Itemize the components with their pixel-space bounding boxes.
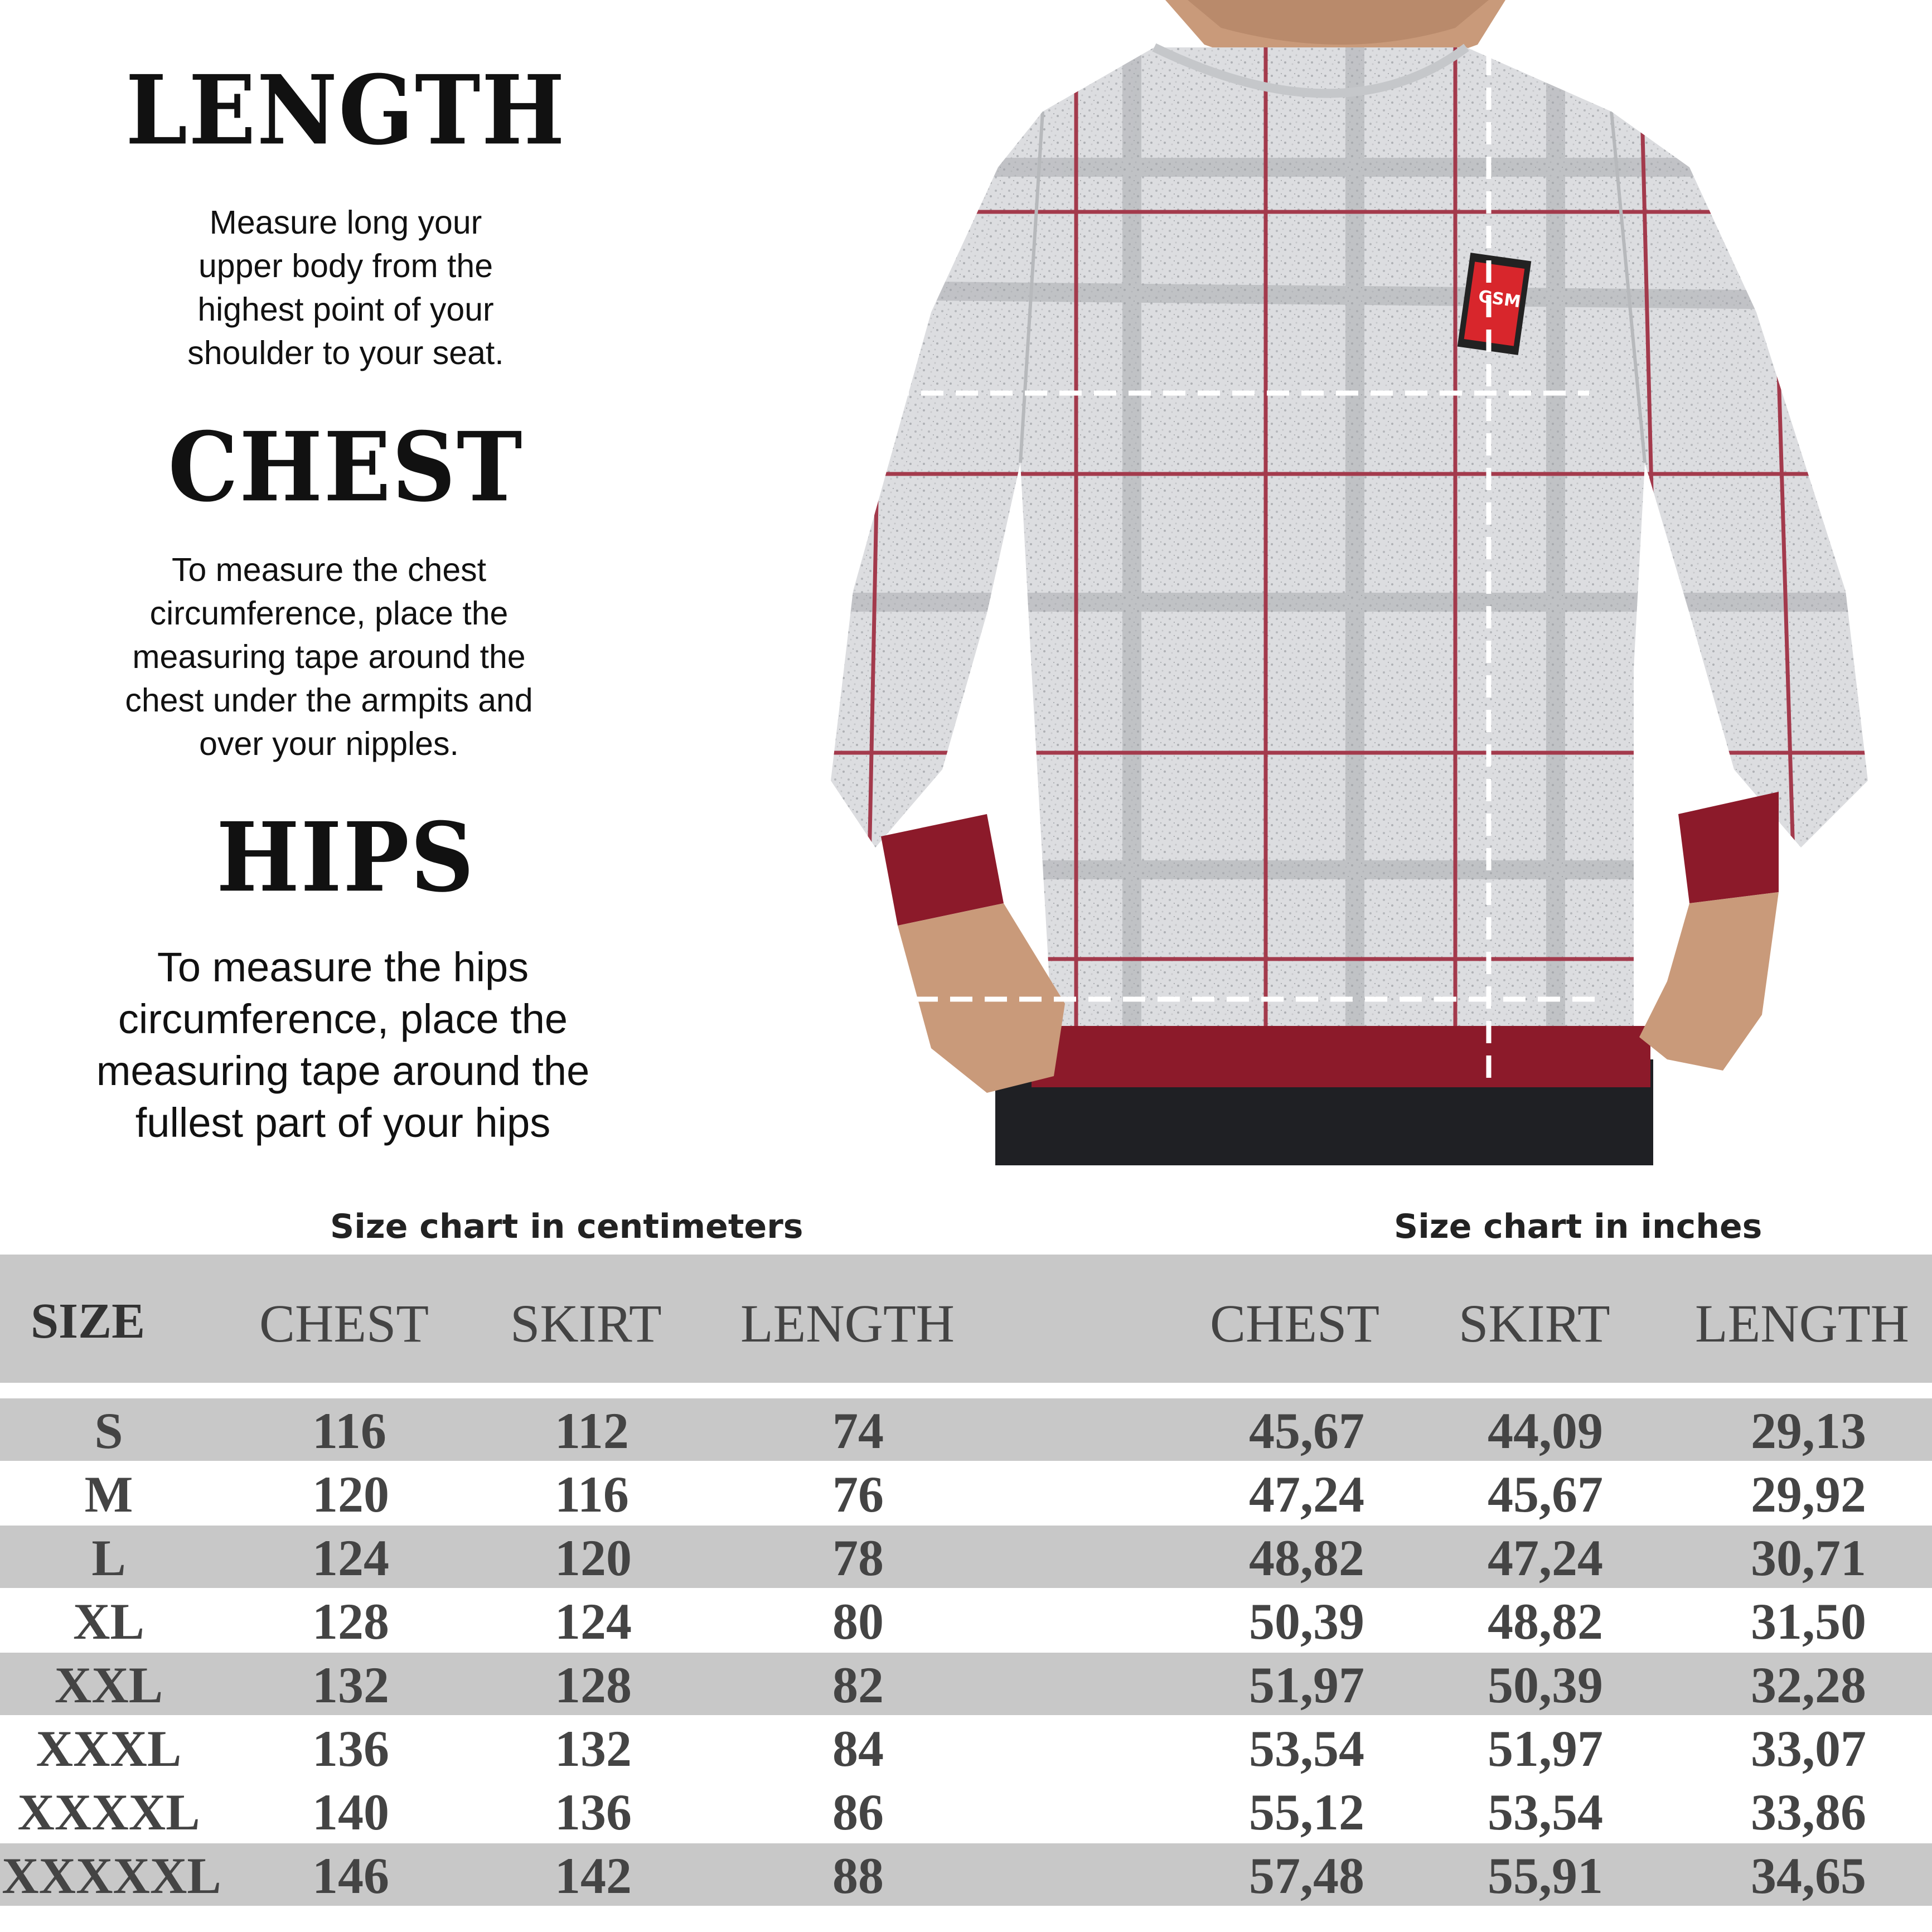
in-length-cell: 32,28 [1751, 1657, 1866, 1713]
cm-chest-cell: 116 [312, 1402, 386, 1459]
cm-length-cell: 74 [832, 1402, 884, 1459]
length-heading: LENGTH [125, 55, 566, 167]
in-length-cell: 34,65 [1751, 1847, 1866, 1904]
in-skirt-cell: 53,54 [1488, 1784, 1603, 1841]
in-chest-cell: 50,39 [1249, 1593, 1364, 1650]
table-row [0, 1843, 1932, 1906]
in-skirt-cell: 55,91 [1488, 1847, 1603, 1904]
table-row [0, 1653, 1932, 1715]
cm-chest-cell: 146 [312, 1847, 389, 1904]
cm-chest-cell: 136 [312, 1720, 389, 1777]
caption-centimeters: Size chart in centimeters [330, 1207, 803, 1246]
cm-chest-cell: 140 [312, 1784, 389, 1841]
header-in-chest: CHEST [1210, 1294, 1380, 1353]
cm-length-cell: 86 [832, 1784, 884, 1841]
cm-chest-cell: 120 [312, 1466, 389, 1523]
brand-logo [1458, 253, 1532, 355]
chest-heading: CHEST [168, 411, 524, 524]
in-length-cell: 31,50 [1751, 1593, 1866, 1650]
header-cm-skirt: SKIRT [510, 1294, 662, 1353]
in-skirt-cell: 47,24 [1488, 1529, 1603, 1586]
size-cell: XXXXXL [2, 1847, 221, 1904]
header-size: SIZE [31, 1294, 146, 1349]
hips-heading: HIPS [216, 802, 476, 914]
cm-skirt-cell: 116 [555, 1466, 629, 1523]
in-skirt-cell: 51,97 [1488, 1720, 1603, 1777]
cm-length-cell: 80 [832, 1593, 884, 1650]
in-length-cell: 29,13 [1751, 1402, 1866, 1459]
in-skirt-cell: 45,67 [1488, 1466, 1603, 1523]
size-cell: XL [73, 1593, 144, 1650]
header-in-skirt: SKIRT [1459, 1294, 1610, 1353]
table-row [0, 1716, 1932, 1779]
cm-length-cell: 78 [832, 1529, 884, 1586]
in-length-cell: 33,07 [1751, 1720, 1866, 1777]
cm-skirt-cell: 142 [555, 1847, 632, 1904]
cm-length-cell: 82 [832, 1657, 884, 1713]
length-description: Measure long your upper body from the highest point of your shoulder to your seat. [187, 204, 504, 371]
hips-description: To measure the hips circumference, place the measuring tape around the fullest part of your hips [96, 944, 590, 1146]
cm-skirt-cell: 124 [555, 1593, 632, 1650]
cm-chest-cell: 124 [312, 1529, 389, 1586]
cm-chest-cell: 132 [312, 1657, 389, 1713]
in-chest-cell: 55,12 [1249, 1784, 1364, 1841]
cm-length-cell: 76 [832, 1466, 884, 1523]
size-cell: L [91, 1529, 126, 1586]
in-skirt-cell: 48,82 [1488, 1593, 1603, 1650]
in-length-cell: 29,92 [1751, 1466, 1866, 1523]
in-chest-cell: 47,24 [1249, 1466, 1364, 1523]
chest-description: To measure the chest circumference, place the measuring tape around the chest under the armpits and over your nipples. [125, 551, 533, 762]
in-skirt-cell: 44,09 [1488, 1402, 1603, 1459]
caption-inches: Size chart in inches [1394, 1207, 1762, 1246]
size-cell: S [94, 1402, 123, 1459]
size-cell: XXXL [36, 1720, 182, 1777]
cm-skirt-cell: 136 [555, 1784, 632, 1841]
logo-text: GSM [1477, 287, 1522, 312]
in-chest-cell: 51,97 [1249, 1657, 1364, 1713]
cm-chest-cell: 128 [312, 1593, 389, 1650]
in-length-cell: 30,71 [1751, 1529, 1866, 1586]
cm-skirt-cell: 120 [555, 1529, 632, 1586]
header-in-length: LENGTH [1695, 1294, 1909, 1353]
size-cell: XXL [54, 1657, 163, 1713]
cm-skirt-cell: 112 [555, 1402, 629, 1459]
cm-length-cell: 88 [832, 1847, 884, 1904]
header-cm-chest: CHEST [259, 1294, 429, 1353]
size-cell: M [84, 1466, 133, 1523]
in-skirt-cell: 50,39 [1488, 1657, 1603, 1713]
in-chest-cell: 45,67 [1249, 1402, 1364, 1459]
table-row [0, 1398, 1932, 1461]
table-row [0, 1780, 1932, 1842]
cm-length-cell: 84 [832, 1720, 884, 1777]
in-chest-cell: 57,48 [1249, 1847, 1364, 1904]
in-chest-cell: 53,54 [1249, 1720, 1364, 1777]
cm-skirt-cell: 132 [555, 1720, 632, 1777]
sweatshirt-photo [820, 0, 1907, 1165]
cm-skirt-cell: 128 [555, 1657, 632, 1713]
table-row [0, 1462, 1932, 1524]
in-chest-cell: 48,82 [1249, 1529, 1364, 1586]
header-cm-length: LENGTH [740, 1294, 955, 1353]
in-length-cell: 33,86 [1751, 1784, 1866, 1841]
size-cell: XXXXL [17, 1784, 200, 1841]
table-row [0, 1589, 1932, 1652]
table-row [0, 1526, 1932, 1588]
